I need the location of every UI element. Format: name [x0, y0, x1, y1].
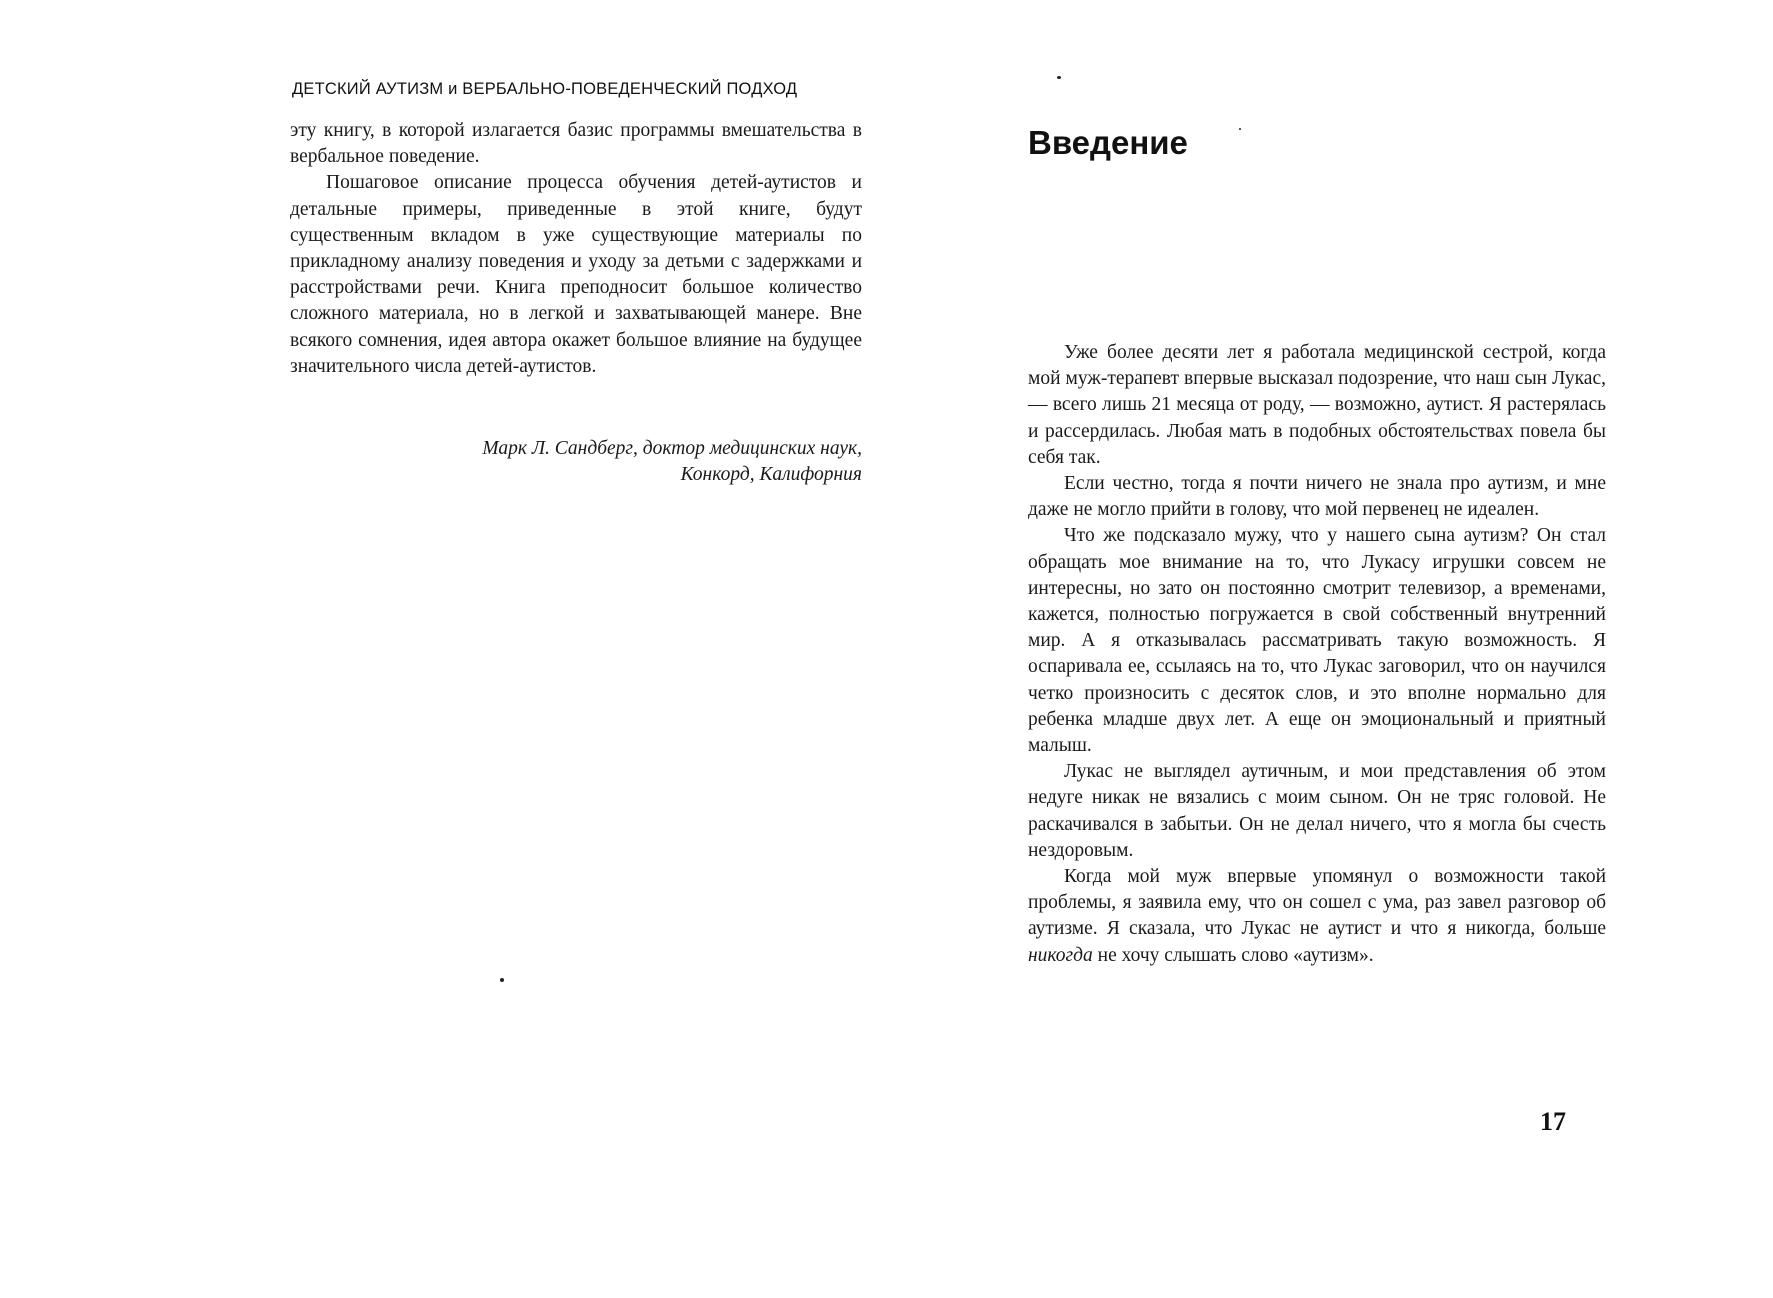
chapter-title: Введение [1028, 124, 1188, 161]
text-run: Когда мой муж впервые упомянул о возможности такой проблемы, я заявила ему, что он сошел с ума, раз завел разговор об аутизме. Я сказала, что Лукас не аутист и что я никогда, больше [1028, 866, 1606, 940]
page-number: 17 [1540, 1107, 1566, 1136]
print-speck [1057, 76, 1061, 79]
paragraph: Что же подсказало мужу, что у нашего сына аутизм? Он стал обращать мое внимание на то, что Лукасу игрушки совсем не интересны, но зато он постоянно смотрит телевизор, а временами, кажется, полностью погружается в свой собственный внутренний мир. А я отказывалась рассматривать такую возможность. Я оспаривала ее, ссылаясь на то, что Лукас заговорил, что он научился четко произносить с десяток слов, и это вполне нормально для ребенка младше двух лет. А еще он эмоциональный и приятный малыш. [1028, 525, 1606, 757]
running-head: ДЕТСКИЙ АУТИЗМ и ВЕРБАЛЬНО-ПОВЕДЕНЧЕСКИЙ ПОДХОД [292, 80, 798, 98]
right-page [886, 0, 1773, 1298]
right-page-body [1028, 340, 1606, 969]
print-speck [500, 978, 504, 982]
author-signature [290, 436, 862, 488]
signature-location: Конкорд, Калифорния [680, 464, 862, 486]
emphasis: никогда [1028, 944, 1093, 966]
paragraph: Уже более десяти лет я работала медицинской сестрой, когда мой муж-терапевт впервые высказал подозрение, что наш сын Лукас,— всего лишь 21 месяца от роду, — возможно, аутист. Я растерялась и рассердилась. Любая мать в подобных обстоятельствах повела бы себя так. [1028, 342, 1606, 468]
paragraph: Лукас не выглядел аутичным, и мои представления об этом недуге никак не вязались с моим сыном. Он не тряс головой. Не раскачивался в забытьи. Он не делал ничего, что я могла бы счесть нездоровым. [1028, 761, 1606, 861]
print-speck [1239, 128, 1241, 130]
paragraph: Пошаговое описание процесса обучения детей-аутистов и детальные примеры, приведенные в этой книге, будут существенным вкладом в уже существующие материалы по прикладному анализу поведения и уходу за детьми с задержками и расстройствами речи. Книга преподносит большое количество сложного материала, но в легкой и захватывающей манере. Вне всякого сомнения, идея автора окажет большое влияние на будущее значительного числа детей-аутистов. [290, 172, 862, 377]
paragraph-last [1028, 864, 1606, 969]
paragraph: эту книгу, в которой излагается базис программы вмешательства в вербальное поведение. [290, 120, 862, 168]
left-page-body [290, 118, 862, 380]
signature-name: Марк Л. Сандберг, доктор медицинских наук, [482, 438, 862, 459]
left-page [0, 0, 886, 1298]
paragraph: Если честно, тогда я почти ничего не знала про аутизм, и мне даже не могло прийти в голову, что мой первенец не идеален. [1028, 473, 1606, 521]
text-run: не хочу слышать слово «аутизм». [1092, 944, 1374, 966]
